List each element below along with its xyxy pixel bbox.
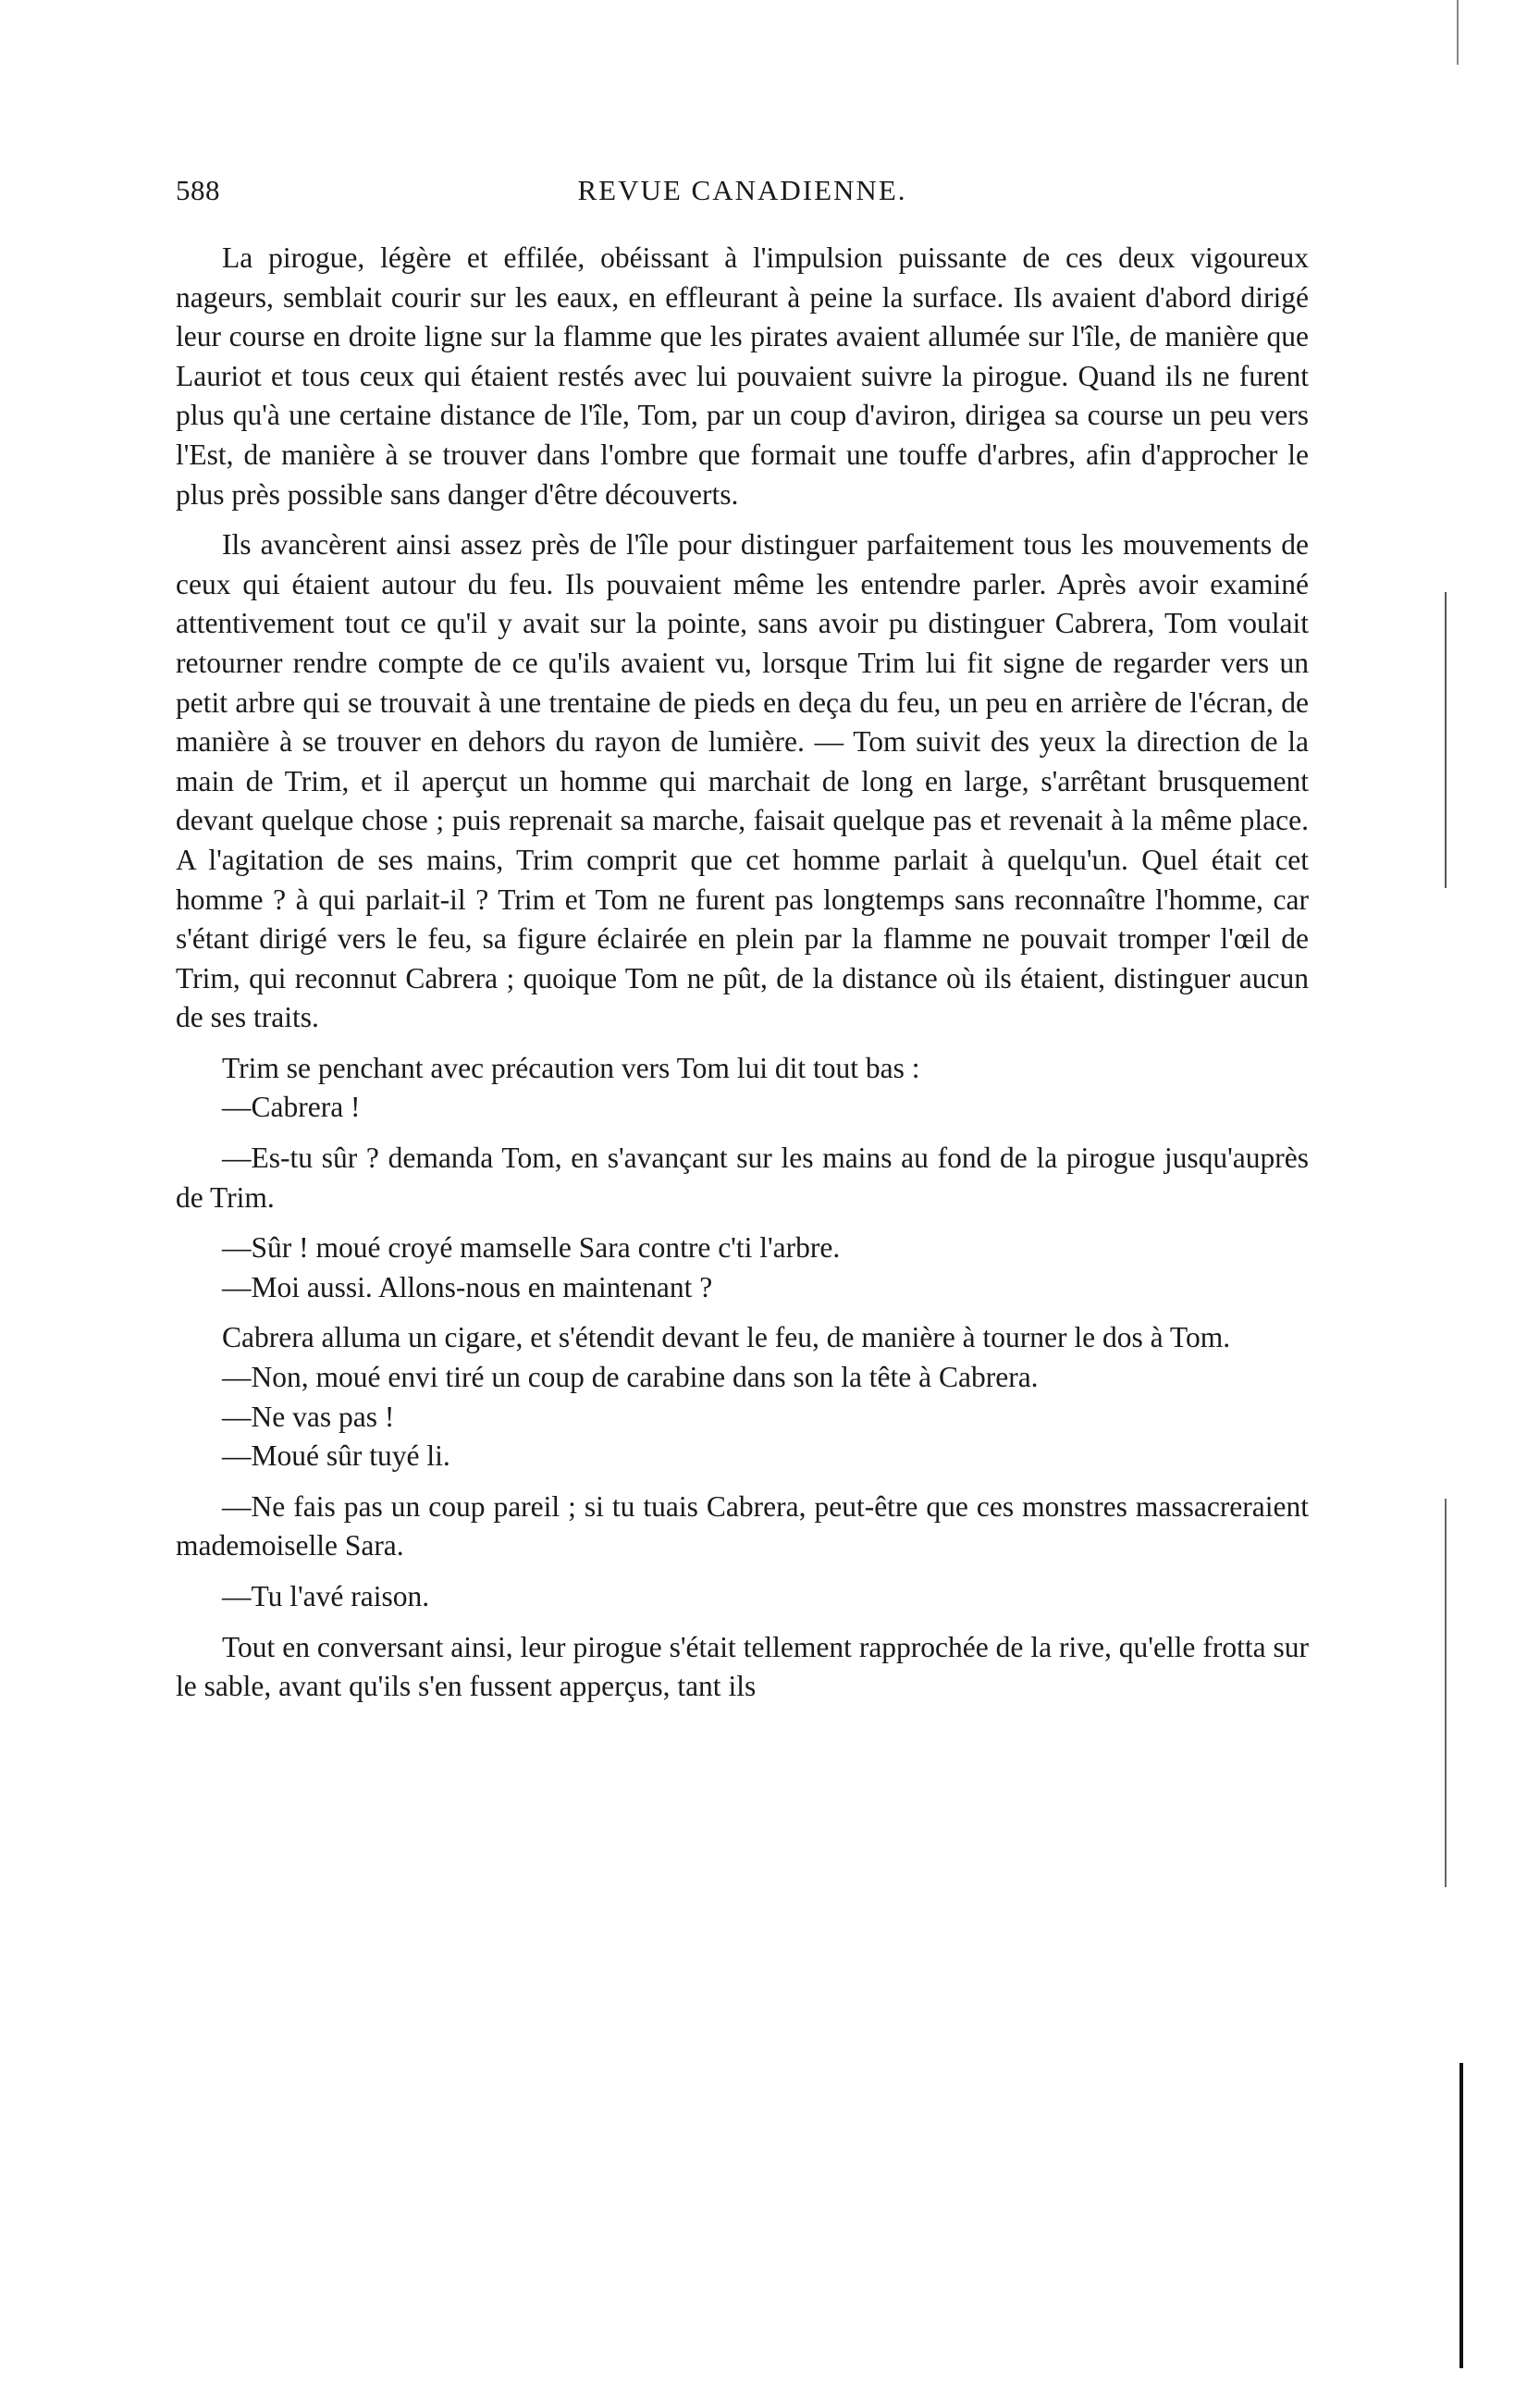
- dialogue-line: —Tu l'avé raison.: [222, 1580, 430, 1612]
- paragraph: Trim se penchant avec précaution vers Tom lui dit tout bas :: [222, 1051, 920, 1084]
- dialogue-line: —Moué sûr tuyé li.: [222, 1439, 450, 1473]
- paragraph: La pirogue, légère et effilée, obéissant à l'impulsion puissante de ces deux vigoureux nageurs, semblait courir sur les eaux, en effleurant à peine la surface. Ils avaient d'abord dirigé leur course en droite ligne sur la flamme que les pirates avaient allumée sur l'île, de manière que Lauriot et tous ceux qui étaient restés avec lui pouvaient suivre la pirogue. Quand ils ne furent plus qu'à une certaine distance de l'île, Tom, par un coup d'aviron, dirigea sa course un peu vers l'Est, de manière à se trouver dans l'ombre que formait une touffe d'arbres, afin d'approcher le plus près possible sans danger d'être découverts.: [176, 241, 1309, 511]
- scan-margin-mark: [1459, 2063, 1463, 2368]
- body-text: [176, 239, 1309, 1707]
- page-number: 588: [176, 174, 220, 206]
- dialogue-line: —Cabrera !: [222, 1091, 361, 1124]
- dialogue-line: —Non, moué envi tiré un coup de carabine dans son la tête à Cabrera.: [222, 1361, 1039, 1394]
- dialogue-line: —Ne vas pas !: [222, 1400, 395, 1433]
- paragraph: Ils avancèrent ainsi assez près de l'île pour distinguer parfaitement tous les mouvements de ceux qui étaient autour du feu. Ils pouvaient même les entendre parler. Après avoir examiné attentivement tout ce qu'il y avait sur la pointe, sans avoir pu distinguer Cabrera, Tom voulait retourner rendre compte de ce qu'ils avaient vu, lorsque Trim lui fit signe de regarder vers un petit arbre qui se trouvait à une trentaine de pieds en deça du feu, un peu en arrière de l'écran, de manière à se trouver en dehors du rayon de lumière. — Tom suivit des yeux la direction de la main de Trim, et il aperçut un homme qui marchait de long en large, s'arrêtant brusquement devant quelque chose ; puis reprenait sa marche, faisait quelque pas et revenait à la même place. A l'agitation de ses mains, Trim comprit que cet homme parlait à quelqu'un. Quel était cet homme ? à qui parlait-il ? Trim et Tom ne furent pas longtemps sans reconnaître l'homme, car s'étant dirigé vers le feu, sa figure éclairée en plein par la flamme ne pouvait tromper l'œil de Trim, qui reconnut Cabrera ; quoique Tom ne pût, de la distance où ils étaient, distinguer aucun de ses traits.: [176, 528, 1309, 1034]
- scan-margin-mark: [1445, 592, 1447, 888]
- running-title: REVUE CANADIENNE.: [577, 174, 907, 206]
- dialogue-line: —Sûr ! moué croyé mamselle Sara contre c'ti l'arbre.: [222, 1231, 841, 1265]
- paragraph: Tout en conversant ainsi, leur pirogue s'était tellement rapprochée de la rive, qu'elle frotta sur le sable, avant qu'ils s'en fussent apperçus, tant ils: [176, 1630, 1309, 1703]
- dialogue-line: —Es-tu sûr ? demanda Tom, en s'avançant sur les mains au fond de la pirogue jusqu'auprès de Trim.: [176, 1142, 1309, 1214]
- scan-margin-mark: [1445, 1499, 1447, 1887]
- dialogue-line: —Ne fais pas un coup pareil ; si tu tuais Cabrera, peut-être que ces monstres massacreraient mademoiselle Sara.: [176, 1489, 1309, 1562]
- paragraph: Cabrera alluma un cigare, et s'étendit devant le feu, de manière à tourner le dos à Tom.: [222, 1321, 1231, 1354]
- scan-margin-mark: [1457, 0, 1459, 65]
- dialogue-line: —Moi aussi. Allons-nous en maintenant ?: [222, 1270, 713, 1303]
- page-header: [176, 174, 1309, 220]
